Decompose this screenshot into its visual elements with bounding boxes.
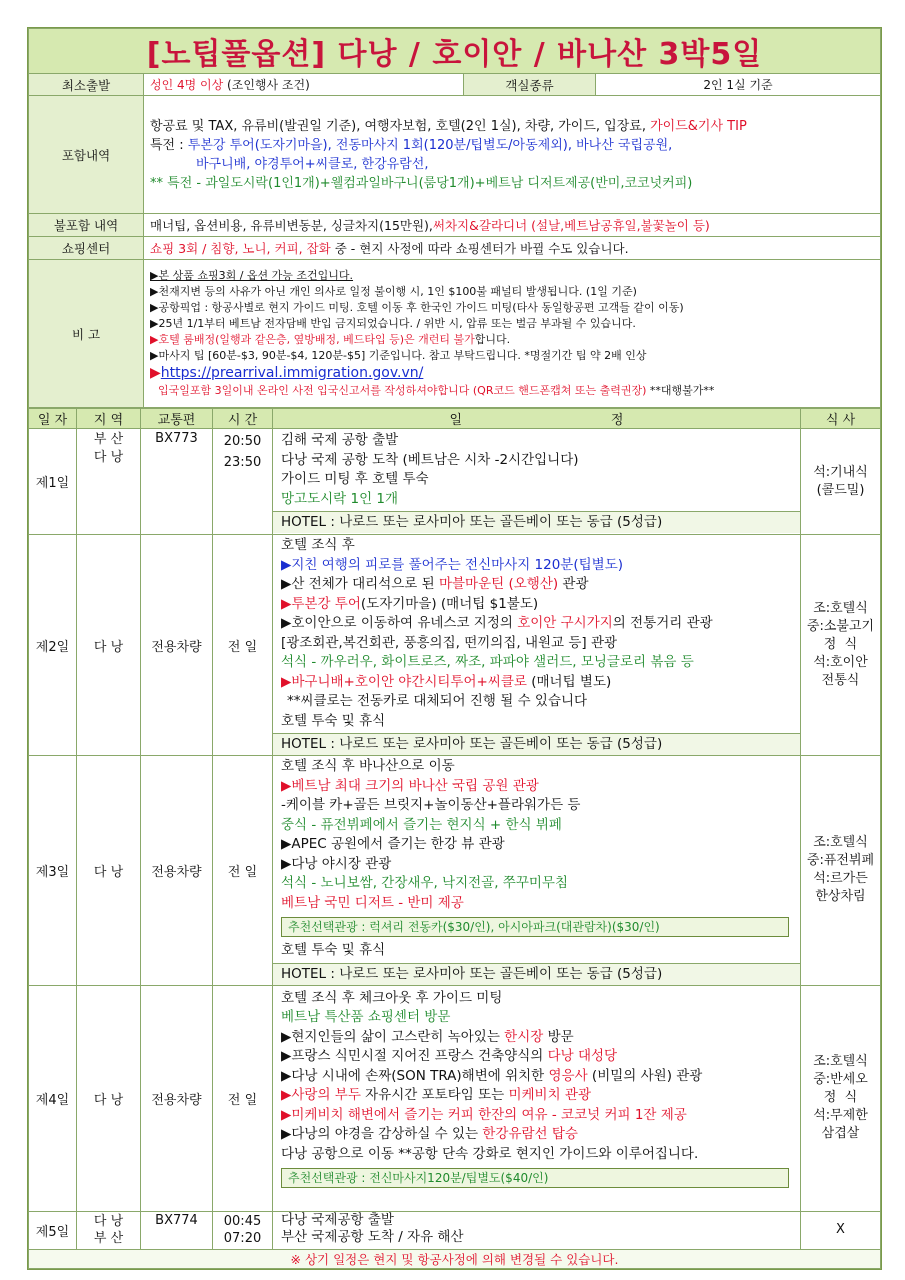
day-region: 다 낭 부 산 (77, 1211, 141, 1249)
day-label: 제4일 (29, 985, 77, 1211)
schedule-line (281, 1067, 792, 1087)
day-region: 다 낭 (77, 985, 141, 1211)
schedule-line: 다낭 국제공항 출발 (281, 1211, 394, 1228)
info-table (28, 28, 881, 408)
benefit-label: 특전 : (150, 137, 188, 153)
note-2: ▶천재지변 등의 사유가 아닌 개인 의사로 일정 불이행 시, 1인 $100불 패널티 발생됩니다. (1일 기준) (150, 285, 637, 298)
hotel-info: HOTEL : 나로드 또는 로사미아 또는 골든베이 또는 동급 (5성급) (273, 963, 800, 985)
day-row-1 (29, 429, 881, 535)
schedule-line: ▶베트남 최대 크기의 바나산 국립 공원 관광 (281, 777, 539, 794)
optional-tour-box: 추천선택관광 : 전신마사지120분/팁별도($40/인) (281, 1168, 789, 1188)
day-label: 제5일 (29, 1211, 77, 1249)
excluded-text: 매너팁, 옵션비용, 유류비변동분, 싱글차지(15만원), (150, 218, 433, 233)
min-depart-label: 최소출발 (29, 74, 144, 96)
schedule-line: 가이드 미팅 후 호텔 투숙 (281, 471, 429, 487)
text: ▶현지인들의 삶이 고스란히 녹아있는 (281, 1028, 505, 1045)
highlight: 호이안 구시가지 (517, 615, 613, 631)
note-6: ▶마사지 팁 [60분-$3, 90분-$4, 120분-$5] 기준입니다. 참고 부탁드립니다. *명절기간 팁 약 2배 인상 (150, 349, 647, 362)
included-content (144, 96, 881, 214)
text: (매너팁 별도) (526, 673, 612, 690)
schedule-line: 중식 - 퓨전뷔페에서 즐기는 현지식 + 한식 뷔페 (281, 816, 562, 833)
schedule-line: 호텔 조식 후 체크아웃 후 가이드 미팅 (281, 989, 503, 1006)
day-label: 제2일 (29, 535, 77, 756)
day-row-4 (29, 985, 881, 1211)
note-8-rest: **대행불가** (646, 384, 715, 397)
header-meal: 식 사 (801, 409, 881, 429)
tip-included: 가이드&기사 TIP (650, 118, 747, 134)
day-transport: 전용차량 (141, 985, 213, 1211)
schedule-line (281, 673, 792, 693)
note-4: ▶25년 1/1부터 베트남 전자담배 반입 금지되었습니다. / 위반 시, 압류 또는 벌금 부과될 수 있습니다. (150, 317, 636, 330)
excluded-content (144, 214, 881, 237)
schedule-line (281, 595, 792, 615)
schedule-line: **씨클로는 전동카로 대체되어 진행 될 수 있습니다 (287, 693, 588, 709)
day-label: 제3일 (29, 756, 77, 986)
schedule-line: 베트남 국민 디저트 - 반미 제공 (281, 894, 464, 911)
schedule-line (281, 1047, 792, 1067)
note-1: ▶본 상품 쇼핑3회 / 옵션 가능 조건입니다. (150, 269, 354, 282)
schedule-line (281, 1125, 792, 1145)
day-time: 전 일 (213, 756, 273, 986)
schedule-line: -케이블 카+골든 브릿지+놀이동산+플라워가든 등 (281, 797, 581, 813)
day-transport: 전용차량 (141, 535, 213, 756)
schedule-line: ▶미케비치 해변에서 즐기는 커피 한잔의 여유 - 코코넛 커피 1잔 제공 (281, 1106, 687, 1123)
schedule-line: 부산 국제공항 도착 / 자유 해산 (281, 1228, 464, 1245)
day-meal: 조:호텔식 중:퓨전뷔페 석:르가든 한상차림 (801, 756, 881, 986)
included-label: 포함내역 (29, 96, 144, 214)
schedule-line: ▶지친 여행의 피로를 풀어주는 전신마사지 120분(팁별도) (281, 556, 623, 573)
day-schedule (273, 535, 801, 756)
highlight: 미케비치 관광 (508, 1087, 592, 1103)
day-schedule (273, 985, 801, 1211)
day-meal: 석:기내식 (콜드밀) (801, 429, 881, 535)
hotel-info: HOTEL : 나로드 또는 로사미아 또는 골든베이 또는 동급 (5성급) (273, 733, 800, 755)
note-5-rest: 합니다. (474, 333, 511, 346)
day-time: 20:50 23:50 (213, 429, 273, 535)
schedule-line: 다낭 공항으로 이동 **공항 단속 강화로 현지인 가이드와 이루어집니다. (281, 1145, 699, 1162)
shopping-list: 쇼핑 3회 / 침향, 노니, 커피, 잡화 (150, 241, 331, 256)
excluded-label: 불포함 내역 (29, 214, 144, 237)
benefit-list: 투본강 투어(도자기마을), 전동마사지 1회(120분/팁별도/아동제외), 바나산 국립공원, (187, 137, 673, 153)
min-depart-cond: (조인행사 조건) (223, 78, 310, 92)
highlight: 영응사 (548, 1067, 588, 1084)
note-8-warning: 입국일포함 3일이내 온라인 사전 입국신고서를 작성하셔야합니다 (QR코드 핸드폰캡쳐 또는 출력권장) (158, 384, 647, 397)
text: (비밀의 사원) 관광 (587, 1067, 703, 1084)
schedule-line: 호텔 투숙 및 휴식 (281, 712, 386, 729)
text: ▶프랑스 식민시절 지어진 프랑스 건축양식의 (281, 1048, 548, 1064)
page-title: [노팁풀옵션] 다낭 / 호이안 / 바나산 3박5일 (29, 29, 881, 74)
included-line-1 (150, 117, 874, 136)
text: 의 전통거리 관광 (612, 615, 713, 631)
day-row-2 (29, 535, 881, 756)
notes-label: 비 고 (29, 260, 144, 408)
schedule-line: ▶다낭 야시장 관광 (281, 855, 392, 872)
schedule-line: 호텔 조식 후 바나산으로 이동 (281, 758, 455, 774)
arrow-icon: ▶ (150, 365, 161, 381)
notes-content (144, 260, 881, 408)
text: ▶호이안으로 이동하여 유네스코 지정의 (281, 615, 518, 631)
shopping-note: 중 - 현지 사정에 따라 쇼핑센터가 바뀔 수도 있습니다. (330, 241, 629, 256)
schedule-line: [광조회관,복건회관, 풍흥의집, 떤끼의집, 내원교 등] 관광 (281, 634, 618, 651)
schedule-line: 호텔 투숙 및 휴식 (281, 942, 386, 958)
day-label: 제1일 (29, 429, 77, 535)
day-meal: X (801, 1211, 881, 1249)
shopping-content (144, 237, 881, 260)
room-type-label: 객실종류 (464, 74, 596, 96)
itinerary-sheet (27, 27, 882, 1270)
day-schedule (273, 756, 801, 986)
highlight: ▶투본강 투어 (281, 595, 361, 612)
day-schedule (273, 1211, 801, 1249)
day-transport: BX773 (141, 429, 213, 535)
schedule-line (281, 575, 792, 595)
schedule-line (281, 1028, 792, 1048)
highlight: 다낭 대성당 (547, 1048, 618, 1064)
min-depart-value (144, 74, 464, 96)
day-region: 다 낭 (77, 535, 141, 756)
note-3: ▶공항픽업 : 항공사별로 현지 가이드 미팅. 호텔 이동 후 한국인 가이드 미팅(타사 동일항공편 고객들 같이 이동) (150, 301, 684, 314)
day-row-3 (29, 756, 881, 986)
header-schedule: 일 정 (273, 409, 801, 429)
included-text: 항공료 및 TAX, 유류비(발권일 기준), 여행자보험, 호텔(2인 1실), 차량, 가이드, 입장료, (150, 118, 651, 134)
note-5-warning: ▶호텔 룸배정(일행과 같은층, 옆방배정, 베드타입 등)은 개런티 불가 (150, 333, 475, 346)
header-transport: 교통편 (141, 409, 213, 429)
included-line-3: 바구니배, 야경투어+씨클로, 한강유람선, (196, 156, 429, 172)
schedule-line: ▶APEC 공원에서 즐기는 한강 뷰 관광 (281, 836, 505, 852)
text: 방문 (543, 1028, 574, 1045)
immigration-link[interactable]: https://prearrival.immigration.gov.vn/ (160, 365, 424, 381)
note-5 (150, 332, 874, 348)
schedule-line: 다낭 국제 공항 도착 (베트남은 시차 -2시간입니다) (281, 451, 579, 468)
text: (도자기마을) (매너팁 $1불도) (360, 595, 539, 612)
day-time: 00:45 07:20 (213, 1211, 273, 1249)
day-meal: 조:호텔식 중:반세오 정 식 석:무제한 삼겹살 (801, 985, 881, 1211)
text: 관광 (558, 576, 589, 592)
highlight: 한시장 (504, 1028, 544, 1045)
text: ▶다낭의 야경을 감상하실 수 있는 (281, 1126, 483, 1142)
day-transport: BX774 (141, 1211, 213, 1249)
day-region: 다 낭 (77, 756, 141, 986)
highlight: ▶사랑의 부두 (281, 1087, 361, 1103)
excluded-surcharge: 써차지&갈라디너 (설날,베트남공휴일,불꽃놀이 등) (432, 218, 710, 233)
note-7 (150, 364, 874, 383)
note-8 (150, 383, 874, 399)
day-row-5 (29, 1211, 881, 1249)
included-line-2 (150, 136, 874, 155)
schedule-table (28, 408, 881, 1269)
day-time: 전 일 (213, 985, 273, 1211)
schedule-line: 베트남 특산품 쇼핑센터 방문 (281, 1009, 451, 1025)
schedule-line: 망고도시락 1인 1개 (281, 490, 399, 507)
day-schedule (273, 429, 801, 535)
min-depart-count: 성인 4명 이상 (150, 78, 224, 92)
shopping-label: 쇼핑센터 (29, 237, 144, 260)
header-region: 지 역 (77, 409, 141, 429)
room-type-value: 2인 1실 기준 (596, 74, 881, 96)
day-meal: 조:호텔식 중:소불고기 정 식 석:호이안 전통식 (801, 535, 881, 756)
day-time: 전 일 (213, 535, 273, 756)
highlight: 한강유람선 탑승 (482, 1126, 578, 1142)
text: ▶다낭 시내에 손짜(SON TRA)해변에 위치한 (281, 1067, 549, 1084)
schedule-line: 김해 국제 공항 출발 (281, 432, 399, 448)
schedule-line: 석식 - 노니보쌈, 간장새우, 낙지전골, 쭈꾸미무침 (281, 875, 568, 891)
included-line-4: ** 특전 - 과일도시락(1인1개)+웰컴과일바구니(룸당1개)+베트남 디저트제공(반미,코코넛커피) (150, 175, 693, 191)
highlight: 마블마운틴 (오행산) (438, 576, 559, 592)
schedule-line (281, 614, 792, 634)
highlight: ▶바구니배+호이안 야간시티투어+씨클로 (281, 673, 527, 690)
text: 자유시간 포토타임 또는 (360, 1087, 509, 1103)
footer-notice: ※ 상기 일정은 현지 및 항공사정에 의해 변경될 수 있습니다. (29, 1249, 881, 1268)
optional-tour-box: 추천선택관광 : 럭셔리 전동카($30/인), 아시아파크(대관람차)($30/인) (281, 917, 789, 937)
header-day: 일 자 (29, 409, 77, 429)
day-region: 부 산 다 낭 (77, 429, 141, 535)
schedule-line (281, 1086, 792, 1106)
day-transport: 전용차량 (141, 756, 213, 986)
schedule-line: 호텔 조식 후 (281, 537, 355, 553)
schedule-line: 석식 - 까우러우, 화이트로즈, 짜조, 파파야 샐러드, 모닝글로리 볶음 등 (281, 654, 694, 670)
hotel-info: HOTEL : 나로드 또는 로사미아 또는 골든베이 또는 동급 (5성급) (273, 511, 800, 533)
header-time: 시 간 (213, 409, 273, 429)
text: ▶산 전체가 대리석으로 된 (281, 576, 439, 592)
